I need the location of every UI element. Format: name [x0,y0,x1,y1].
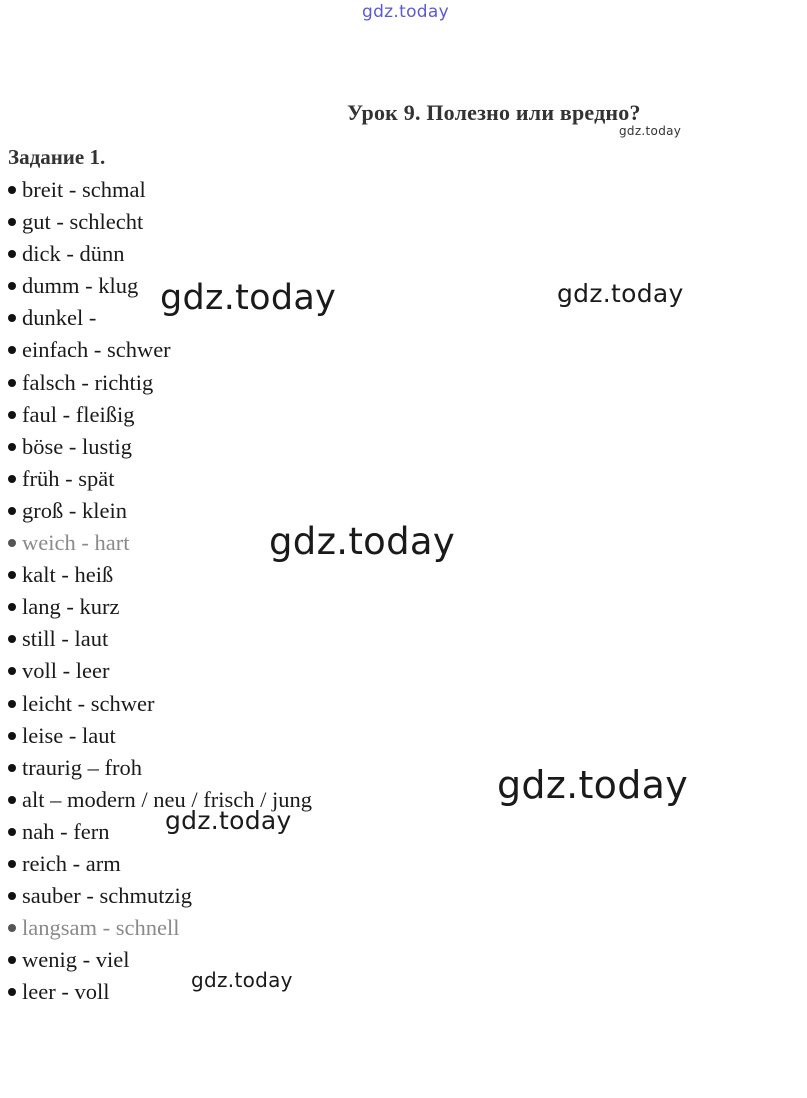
watermark: gdz.today [497,763,689,807]
list-item [8,752,312,784]
list-item [8,431,312,463]
bullet-icon [8,571,16,579]
watermark: gdz.today [160,278,337,318]
bullet-icon [8,346,16,354]
watermark: gdz.today [191,968,293,992]
word-pair: leer - voll [22,979,110,1005]
list-item [8,334,312,366]
word-pair: böse - lustig [22,433,132,459]
word-pair: leicht - schwer [22,690,155,716]
bullet-icon [8,314,16,322]
word-pair: leise - laut [22,722,116,748]
watermark: gdz.today [165,806,292,835]
bullet-icon [8,475,16,483]
list-item [8,206,312,238]
word-pair: dunkel - [22,305,97,331]
word-pair: alt – modern / neu / frisch / jung [22,786,312,812]
bullet-icon [8,379,16,387]
list-item [8,848,312,880]
task-heading: Задание 1. [8,145,106,169]
word-pair: dick - dünn [22,241,125,267]
bullet-icon [8,635,16,643]
watermark: gdz.today [557,279,684,308]
bullet-icon [8,796,16,804]
list-item [8,527,312,559]
word-pair: voll - leer [22,658,110,684]
bullet-icon [8,539,16,547]
bullet-icon [8,732,16,740]
list-item [8,495,312,527]
list-item [8,463,312,495]
word-pair: breit - schmal [22,177,146,202]
bullet-icon [8,860,16,868]
word-pair: nah - fern [22,818,110,844]
list-item [8,238,312,270]
word-pair: gut - schlecht [22,209,144,235]
word-pair: einfach - schwer [22,337,171,363]
list-item [8,688,312,720]
bullet-icon [8,667,16,675]
bullet-icon [8,282,16,290]
word-pair: dumm - klug [22,273,139,299]
bullet-icon [8,411,16,419]
bullet-icon [8,892,16,900]
list-item [8,912,312,944]
list-item [8,174,312,206]
bullet-icon [8,603,16,611]
bullet-icon [8,507,16,515]
list-item [8,591,312,623]
word-pair: kalt - heiß [22,562,114,588]
list-item [8,623,312,655]
bullet-icon [8,764,16,772]
word-pair: faul - fleißig [22,401,135,427]
watermark: gdz.today [269,520,456,563]
word-pair: wenig - viel [22,947,130,973]
bullet-icon [8,924,16,932]
bullet-icon [8,988,16,996]
list-item [8,720,312,752]
list-item [8,399,312,431]
word-pair: reich - arm [22,850,121,876]
bullet-icon [8,956,16,964]
list-item [8,880,312,912]
word-pair: weich - hart [22,530,130,556]
watermark-top: gdz.today [362,2,449,22]
watermark-small: gdz.today [619,124,682,138]
word-pair: langsam - schnell [22,915,180,941]
word-pair: sauber - schmutzig [22,883,192,909]
word-pair: groß - klein [22,497,127,523]
bullet-icon [8,218,16,226]
list-item [8,655,312,687]
word-pair: traurig – froh [22,754,142,780]
bullet-icon [8,250,16,258]
bullet-icon [8,443,16,451]
word-pair: falsch - richtig [22,369,154,395]
lesson-title: Урок 9. Полезно или вредно? [347,100,641,125]
bullet-icon [8,700,16,708]
list-item [8,559,312,591]
bullet-icon [8,828,16,836]
word-pair: lang - kurz [22,594,120,620]
bullet-icon [8,186,16,194]
word-pair: früh - spät [22,465,115,491]
list-item [8,367,312,399]
word-pair: still - laut [22,626,109,652]
